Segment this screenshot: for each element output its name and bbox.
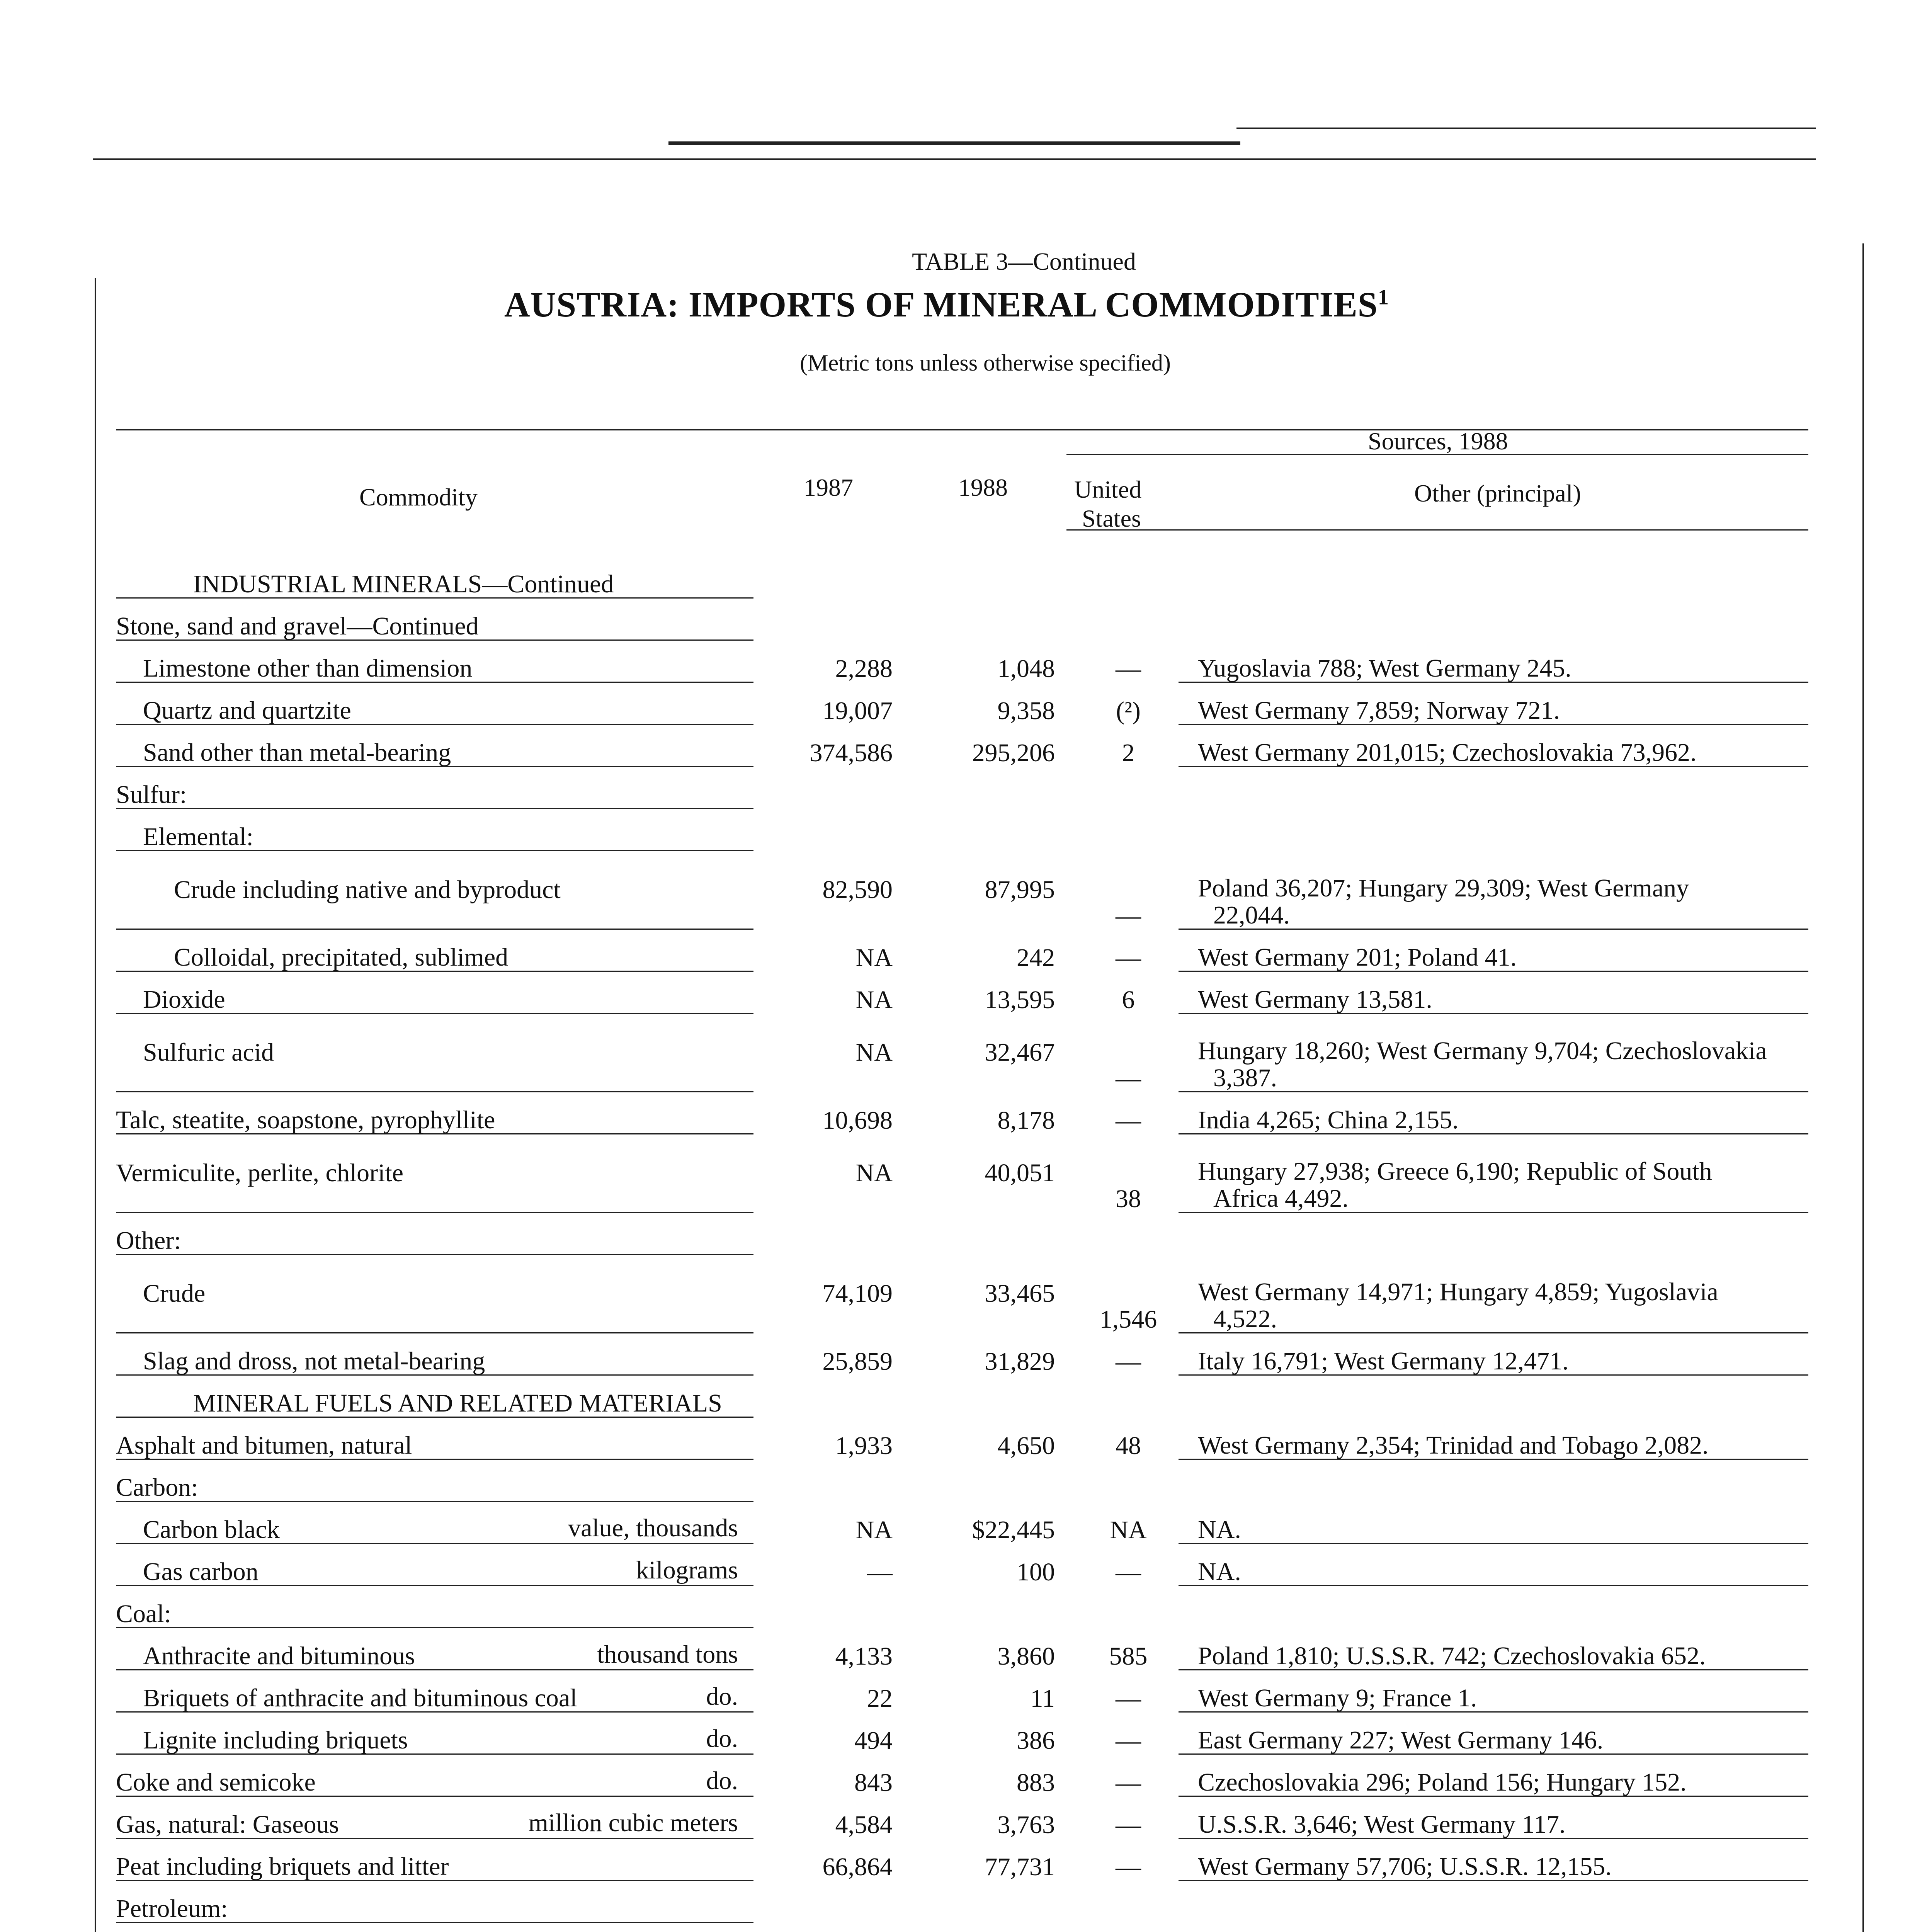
other-sources-line: Africa 4,492.: [1213, 1184, 1349, 1213]
commodity-cell: [116, 1881, 753, 1923]
commodity-cell: [116, 1670, 753, 1712]
commodity-cell: [116, 556, 753, 598]
other-sources-cell: [1179, 556, 1808, 598]
other-sources-cell: [1179, 767, 1808, 809]
other-sources-cell: [1179, 971, 1808, 1014]
commodity-label: Dioxide: [143, 985, 225, 1014]
other-sources-cell: [1179, 1544, 1808, 1586]
commodity-cell: [116, 1796, 753, 1838]
value-1987-cell: 1,933: [835, 1432, 893, 1460]
value-1987-cell: NA: [855, 986, 893, 1014]
other-sources-cell: [1179, 1375, 1808, 1417]
commodity-label: Gas, natural: Gaseous: [116, 1810, 339, 1838]
united-states-cell: [1078, 809, 1179, 851]
value-1987-cell: NA: [855, 1038, 893, 1067]
united-states-cell: —: [1116, 1769, 1141, 1797]
value-1988-cell: 100: [1017, 1558, 1055, 1587]
commodity-cell: [116, 1459, 753, 1502]
commodity-label: Sand other than metal-bearing: [143, 738, 451, 767]
united-states-cell: [1078, 1923, 1179, 1932]
value-1987-cell: [753, 1213, 916, 1255]
commodity-cell: [116, 929, 753, 971]
united-states-cell: 38: [1116, 1185, 1141, 1213]
group-heading-row: [116, 767, 1808, 809]
united-states-cell: —: [1116, 655, 1141, 683]
other-sources-line: India 4,265; China 2,155.: [1198, 1105, 1459, 1134]
value-1987-cell: NA: [855, 944, 893, 972]
commodity-label: Briquets of anthracite and bituminous coal: [143, 1684, 577, 1712]
table-label: TABLE 3—Continued: [912, 248, 1136, 275]
commodity-label: Asphalt and bitumen, natural: [116, 1431, 412, 1459]
top-rule-right: [1236, 128, 1816, 129]
commodity-cell: [116, 682, 753, 724]
united-states-cell: 2: [1122, 739, 1135, 767]
unit-label: do.: [706, 1682, 738, 1711]
value-1988-cell: 40,051: [985, 1159, 1055, 1187]
united-states-cell: —: [1116, 1853, 1141, 1881]
other-sources-line: West Germany 9; France 1.: [1198, 1684, 1477, 1712]
value-1988-cell: 8,178: [997, 1106, 1055, 1135]
col-header-commodity: Commodity: [359, 483, 478, 511]
other-sources-cell: [1179, 1838, 1808, 1881]
section-heading-row: [116, 556, 1808, 598]
value-1987-cell: [753, 556, 916, 598]
commodity-label: Lignite including briquets: [143, 1726, 408, 1754]
value-1987-cell: [753, 1459, 916, 1502]
other-sources-cell: [1179, 724, 1808, 767]
table-row: [116, 1838, 1808, 1881]
commodity-cell: [116, 1712, 753, 1754]
other-sources-line: Hungary 18,260; West Germany 9,704; Czechoslovakia: [1198, 1037, 1767, 1065]
commodity-cell: [116, 1417, 753, 1459]
value-1988-cell: 1,048: [997, 655, 1055, 683]
other-sources-line: Italy 16,791; West Germany 12,471.: [1198, 1347, 1569, 1375]
commodity-cell: [116, 598, 753, 640]
united-states-cell: 1,546: [1099, 1305, 1157, 1334]
value-1988-cell: 3,763: [997, 1811, 1055, 1839]
other-sources-cell: [1179, 1586, 1808, 1628]
table-row: [116, 971, 1808, 1014]
commodity-cell: [116, 1754, 753, 1796]
value-1988-cell: 13,595: [985, 986, 1055, 1014]
value-1988-cell: 4,650: [997, 1432, 1055, 1460]
united-states-cell: —: [1116, 1811, 1141, 1839]
value-1987-cell: 66,864: [822, 1853, 893, 1881]
value-1988-cell: 87,995: [985, 876, 1055, 904]
other-sources-line: Poland 1,810; U.S.S.R. 742; Czechoslovakia 652.: [1198, 1641, 1706, 1670]
commodity-label: Carbon:: [116, 1473, 198, 1502]
commodity-label: Sulfuric acid: [143, 1038, 274, 1067]
other-sources-cell: [1179, 1417, 1808, 1459]
group-heading-row: [116, 1586, 1808, 1628]
value-1988-cell: [916, 1586, 1078, 1628]
value-1988-cell: [916, 1923, 1078, 1932]
value-1987-cell: 82,590: [822, 876, 893, 904]
value-1988-cell: 33,465: [985, 1279, 1055, 1308]
other-sources-cell: [1179, 1923, 1808, 1932]
table-row: [116, 929, 1808, 971]
section-heading-row: [116, 1375, 1808, 1417]
united-states-cell: —: [1116, 1347, 1141, 1376]
commodity-cell: [116, 1134, 753, 1213]
commodity-label: Stone, sand and gravel—Continued: [116, 612, 479, 640]
unit-label: million cubic meters: [528, 1808, 738, 1837]
value-1988-cell: [916, 598, 1078, 640]
united-states-cell: —: [1116, 1558, 1141, 1587]
value-1987-cell: [753, 1375, 916, 1417]
other-sources-line: West Germany 7,859; Norway 721.: [1198, 696, 1560, 724]
commodity-label: Gas carbon: [143, 1557, 259, 1586]
table-title: AUSTRIA: IMPORTS OF MINERAL COMMODITIES$^1$: [504, 285, 1389, 324]
value-1987-cell: NA: [855, 1516, 893, 1544]
other-sources-cell: [1179, 1712, 1808, 1754]
other-sources-cell: [1179, 1502, 1808, 1544]
value-1988-cell: 77,731: [985, 1853, 1055, 1881]
commodity-label: Elemental:: [143, 822, 253, 851]
table-row: [116, 1014, 1808, 1092]
value-1987-cell: 843: [854, 1769, 893, 1797]
commodity-label: Crude including native and byproduct: [174, 876, 561, 904]
united-states-cell: [1078, 556, 1179, 598]
other-sources-cell: [1179, 598, 1808, 640]
header-top-rule: [116, 429, 1808, 430]
united-states-cell: —: [1116, 1684, 1141, 1713]
commodity-cell: [116, 1255, 753, 1333]
value-1988-cell: [916, 1375, 1078, 1417]
other-sources-cell: [1179, 640, 1808, 682]
value-1988-cell: 295,206: [972, 739, 1055, 767]
commodity-label: Petroleum:: [116, 1894, 228, 1923]
commodity-cell: [116, 1333, 753, 1375]
table-row: [116, 1502, 1808, 1544]
value-1987-cell: [753, 1881, 916, 1923]
table-row: [116, 1796, 1808, 1838]
commodity-label: Limestone other than dimension: [143, 654, 473, 682]
commodity-cell: [116, 1502, 753, 1544]
commodity-cell: [116, 971, 753, 1014]
other-sources-line: East Germany 227; West Germany 146.: [1198, 1726, 1604, 1754]
value-1987-cell: NA: [855, 1159, 893, 1187]
united-states-cell: (²): [1116, 697, 1141, 725]
commodity-cell: [116, 767, 753, 809]
other-sources-line: 22,044.: [1213, 901, 1290, 929]
top-rule-thin: [93, 158, 1816, 160]
other-sources-line: Yugoslavia 788; West Germany 245.: [1198, 654, 1571, 682]
unit-label: do.: [706, 1766, 738, 1795]
value-1988-cell: 9,358: [997, 697, 1055, 725]
other-sources-line: 4,522.: [1213, 1304, 1277, 1333]
table-row: [116, 1754, 1808, 1796]
commodity-label: Quartz and quartzite: [143, 696, 351, 724]
top-rule-thick: [668, 141, 1240, 145]
col-header-us-line2: States: [1082, 505, 1141, 532]
commodity-cell: [116, 1375, 753, 1417]
col-header-other: Other (principal): [1414, 480, 1581, 507]
united-states-cell: [1078, 1586, 1179, 1628]
value-1987-cell: 10,698: [822, 1106, 893, 1135]
other-sources-line: Hungary 27,938; Greece 6,190; Republic of South: [1198, 1157, 1712, 1186]
commodity-label: Peat including briquets and litter: [116, 1852, 449, 1881]
other-sources-line: NA.: [1198, 1557, 1241, 1586]
other-sources-cell: [1179, 1796, 1808, 1838]
other-sources-cell: [1179, 929, 1808, 971]
value-1988-cell: 32,467: [985, 1038, 1055, 1067]
other-sources-line: West Germany 201; Poland 41.: [1198, 943, 1517, 971]
commodity-label: Talc, steatite, soapstone, pyrophyllite: [116, 1105, 495, 1134]
other-sources-cell: [1179, 1670, 1808, 1712]
united-states-cell: [1078, 1881, 1179, 1923]
table-row: [116, 851, 1808, 929]
value-1987-cell: 4,133: [835, 1642, 893, 1671]
value-1987-cell: 2,288: [835, 655, 893, 683]
united-states-cell: —: [1116, 1064, 1141, 1093]
united-states-cell: [1078, 767, 1179, 809]
value-1988-cell: [916, 809, 1078, 851]
right-border: [1862, 243, 1864, 1932]
unit-label: do.: [706, 1724, 738, 1753]
other-sources-cell: [1179, 851, 1808, 929]
commodity-cell: [116, 1628, 753, 1670]
value-1987-cell: [753, 598, 916, 640]
left-border: [95, 278, 96, 1932]
commodity-cell: [116, 1213, 753, 1255]
value-1987-cell: 19,007: [822, 697, 893, 725]
value-1988-cell: [916, 1459, 1078, 1502]
value-1987-cell: 25,859: [822, 1347, 893, 1376]
value-1988-cell: 386: [1017, 1726, 1055, 1755]
value-1988-cell: 11: [1030, 1684, 1055, 1713]
commodity-cell: [116, 724, 753, 767]
title-footnote: 1: [1378, 285, 1389, 310]
other-sources-cell: [1179, 1092, 1808, 1134]
table-subtitle: (Metric tons unless otherwise specified): [800, 350, 1171, 376]
value-1987-cell: 374,586: [810, 739, 893, 767]
other-sources-cell: [1179, 1754, 1808, 1796]
other-sources-cell: [1179, 682, 1808, 724]
col-header-1987: 1987: [804, 474, 853, 501]
commodity-label: Coke and semicoke: [116, 1768, 316, 1796]
table-row: [116, 1255, 1808, 1333]
value-1988-cell: [916, 1881, 1078, 1923]
commodity-label: Coal:: [116, 1599, 171, 1628]
commodity-label: Slag and dross, not metal-bearing: [143, 1347, 485, 1375]
value-1988-cell: 31,829: [985, 1347, 1055, 1376]
value-1987-cell: 494: [854, 1726, 893, 1755]
col-header-us-line1: United: [1074, 476, 1142, 503]
commodity-label: Sulfur:: [116, 780, 187, 809]
other-sources-cell: [1179, 1213, 1808, 1255]
table-row: [116, 724, 1808, 767]
unit-label: thousand tons: [597, 1640, 738, 1668]
value-1988-cell: $22,445: [972, 1516, 1055, 1544]
commodity-cell: [116, 1544, 753, 1586]
table-row: [116, 1628, 1808, 1670]
other-sources-line: U.S.S.R. 3,646; West Germany 117.: [1198, 1810, 1566, 1838]
group-heading-row: [116, 1459, 1808, 1502]
table-row: [116, 682, 1808, 724]
unit-label: kilograms: [636, 1556, 738, 1584]
col-header-sources: Sources, 1988: [1368, 427, 1508, 455]
table-row: [116, 1544, 1808, 1586]
united-states-cell: —: [1116, 901, 1141, 930]
imports-table: [116, 556, 1808, 1932]
other-sources-cell: [1179, 1881, 1808, 1923]
value-1988-cell: 3,860: [997, 1642, 1055, 1671]
table-row: [116, 1670, 1808, 1712]
united-states-cell: [1078, 598, 1179, 640]
other-sources-line: West Germany 57,706; U.S.S.R. 12,155.: [1198, 1852, 1612, 1881]
section-label: MINERAL FUELS AND RELATED MATERIALS: [193, 1389, 722, 1417]
united-states-cell: 585: [1109, 1642, 1148, 1671]
value-1988-cell: 242: [1017, 944, 1055, 972]
value-1987-cell: 22: [867, 1684, 893, 1713]
united-states-cell: —: [1116, 1726, 1141, 1755]
table-row: [116, 1134, 1808, 1213]
united-states-cell: 6: [1122, 986, 1135, 1014]
header-bottom-rule: [1066, 529, 1808, 531]
group-heading-row: [116, 598, 1808, 640]
commodity-cell: [116, 1923, 753, 1932]
value-1987-cell: [753, 1586, 916, 1628]
commodity-cell: [116, 851, 753, 929]
table-row: [116, 1923, 1808, 1932]
other-sources-line: NA.: [1198, 1515, 1241, 1544]
commodity-label: Other:: [116, 1226, 181, 1255]
commodity-label: Crude: [143, 1279, 206, 1308]
other-sources-cell: [1179, 1333, 1808, 1375]
united-states-cell: [1078, 1213, 1179, 1255]
group-heading-row: [116, 1213, 1808, 1255]
section-label: INDUSTRIAL MINERALS—Continued: [193, 570, 614, 598]
commodity-cell: [116, 1838, 753, 1881]
value-1988-cell: [916, 767, 1078, 809]
group-heading-row: [116, 809, 1808, 851]
value-1987-cell: [753, 767, 916, 809]
other-sources-line: West Germany 2,354; Trinidad and Tobago 2,082.: [1198, 1431, 1709, 1459]
group-heading-row: [116, 1881, 1808, 1923]
commodity-label: Colloidal, precipitated, sublimed: [174, 943, 509, 971]
value-1988-cell: 883: [1017, 1769, 1055, 1797]
united-states-cell: [1078, 1459, 1179, 1502]
col-header-1988: 1988: [958, 474, 1008, 501]
commodity-cell: [116, 1092, 753, 1134]
other-sources-cell: [1179, 1255, 1808, 1333]
commodity-cell: [116, 640, 753, 682]
other-sources-cell: [1179, 1014, 1808, 1092]
value-1987-cell: —: [867, 1558, 893, 1587]
table-row: [116, 1712, 1808, 1754]
other-sources-line: West Germany 13,581.: [1198, 985, 1432, 1014]
united-states-cell: 48: [1116, 1432, 1141, 1460]
commodity-label: Vermiculite, perlite, chlorite: [116, 1159, 404, 1187]
united-states-cell: —: [1116, 944, 1141, 972]
other-sources-cell: [1179, 809, 1808, 851]
table-row: [116, 1333, 1808, 1375]
other-sources-line: West Germany 201,015; Czechoslovakia 73,962.: [1198, 738, 1697, 767]
value-1987-cell: [753, 809, 916, 851]
commodity-cell: [116, 1586, 753, 1628]
other-sources-cell: [1179, 1459, 1808, 1502]
other-sources-line: Poland 36,207; Hungary 29,309; West Germany: [1198, 874, 1689, 903]
value-1988-cell: [916, 556, 1078, 598]
united-states-cell: [1078, 1375, 1179, 1417]
other-sources-line: West Germany 14,971; Hungary 4,859; Yugoslavia: [1198, 1278, 1718, 1306]
commodity-label: Carbon black: [143, 1515, 280, 1544]
value-1987-cell: 74,109: [822, 1279, 893, 1308]
value-1988-cell: [916, 1213, 1078, 1255]
unit-label: value, thousands: [568, 1514, 738, 1542]
commodity-cell: [116, 809, 753, 851]
other-sources-line: 3,387.: [1213, 1063, 1277, 1092]
united-states-cell: —: [1116, 1106, 1141, 1135]
commodity-cell: [116, 1014, 753, 1092]
value-1987-cell: 4,584: [835, 1811, 893, 1839]
united-states-cell: NA: [1110, 1516, 1147, 1544]
table-row: [116, 640, 1808, 682]
value-1987-cell: [753, 1923, 916, 1932]
commodity-label: Anthracite and bituminous: [143, 1641, 415, 1670]
table-row: [116, 1417, 1808, 1459]
other-sources-line: Czechoslovakia 296; Poland 156; Hungary 152.: [1198, 1768, 1687, 1796]
other-sources-cell: [1179, 1628, 1808, 1670]
table-row: [116, 1092, 1808, 1134]
other-sources-cell: [1179, 1134, 1808, 1213]
